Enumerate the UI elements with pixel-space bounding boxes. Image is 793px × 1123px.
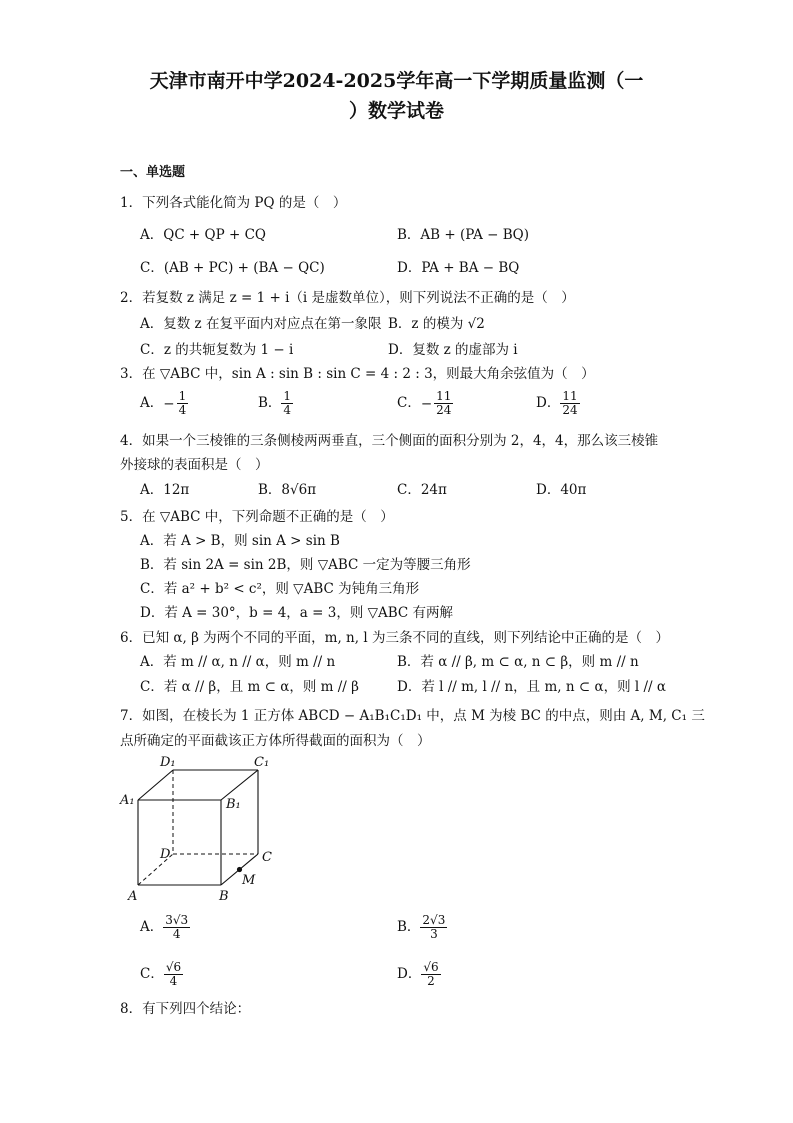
label-d: D — [160, 847, 171, 862]
label-c1: C₁ — [254, 755, 270, 770]
q2-option-a: A．复数 z 在复平面内对应点在第一象限 — [140, 316, 382, 332]
q6-option-c: C．若 α // β，且 m ⊂ α，则 m // β — [140, 679, 359, 695]
q3-d-fraction: $\frac{11}{24}$ — [562, 389, 578, 417]
q3-option-d — [536, 390, 580, 417]
label-b1: B₁ — [226, 797, 241, 812]
q3-d-label: D． — [536, 395, 561, 411]
q7-stem-line1: 7．如图，在棱长为 1 正方体 ABCD − A₁B₁C₁D₁ 中，点 M 为棱 BC 的中点，则由 A, M, C₁ 三 — [120, 708, 705, 724]
q6-option-b: B．若 α // β, m ⊂ α, n ⊂ β，则 m // n — [397, 654, 639, 670]
q4-stem-line2: 外接球的表面积是（ ） — [120, 457, 269, 473]
q6-option-a: A．若 m // α, n // α，则 m // n — [140, 654, 336, 670]
q7-a-fraction: $\frac{3√3}{4}$ — [165, 913, 189, 941]
q3-b-label: B． — [258, 395, 282, 411]
q7-b-fraction: $\frac{2√3}{3}$ — [422, 913, 446, 941]
exam-title-line2: ）数学试卷 — [348, 100, 444, 122]
q5-option-c: C．若 a² + b² < c²，则 ▽ABC 为钝角三角形 — [140, 581, 420, 597]
minus-sign: − — [420, 395, 433, 412]
q5-option-b: B．若 sin 2A = sin 2B，则 ▽ABC 一定为等腰三角形 — [140, 557, 471, 573]
q7-d-fraction: $\frac{√6}{2}$ — [423, 960, 439, 988]
q7-b-label: B． — [397, 919, 421, 935]
q2-option-b: B．z 的模为 √2 — [388, 316, 485, 332]
q6-stem: 6．已知 α, β 为两个不同的平面，m, n, l 为三条不同的直线，则下列结论中正确的是（ ） — [120, 630, 669, 646]
q7-option-a — [140, 914, 190, 941]
q7-d-label: D． — [397, 966, 422, 982]
label-m: M — [242, 873, 256, 888]
q7-stem-line2: 点所确定的平面截该正方体所得截面的面积为（ ） — [120, 733, 431, 749]
q1-option-d: D．PA + BA − BQ — [397, 260, 520, 276]
q7-c-fraction: $\frac{√6}{4}$ — [165, 960, 182, 988]
q3-option-a — [140, 390, 188, 417]
q1-option-a: A．QC + QP + CQ — [140, 227, 266, 243]
point-m — [237, 867, 242, 872]
q3-a-fraction: $\frac{1}{4}$ — [178, 389, 187, 417]
q7-option-c — [140, 961, 183, 988]
q7-a-label: A． — [140, 919, 164, 935]
q3-c-label: C． — [397, 395, 421, 411]
q1-option-b: B．AB + (PA − BQ) — [397, 227, 529, 243]
exam-title-line1: 天津市南开中学2024-2025学年高一下学期质量监测（一 — [149, 70, 644, 92]
q7-c-label: C． — [140, 966, 164, 982]
minus-sign: − — [163, 395, 175, 412]
q8-stem: 8．有下列四个结论： — [120, 1001, 251, 1017]
q4-option-a: A．12π — [140, 482, 190, 498]
q3-option-c — [397, 390, 453, 417]
q3-b-fraction: $\frac{1}{4}$ — [283, 389, 292, 417]
q2-option-c: C．z 的共轭复数为 1 − i — [140, 342, 294, 358]
q5-stem: 5．在 ▽ABC 中，下列命题不正确的是（ ） — [120, 509, 394, 525]
q3-option-b — [258, 390, 293, 417]
q6-option-d: D．若 l // m, l // n，且 m, n ⊂ α，则 l // α — [397, 679, 666, 695]
q7-option-d — [397, 961, 441, 988]
q3-a-label: A． — [140, 395, 164, 411]
section-heading: 一、单选题 — [120, 165, 186, 180]
label-a: A — [128, 889, 138, 904]
q4-option-b: B．8√6π — [258, 482, 317, 498]
q3-stem: 3．在 ▽ABC 中，sin A : sin B : sin C = 4 : 2 : 3，则最大角余弦值为（ ） — [120, 366, 595, 382]
q5-option-a: A．若 A > B，则 sin A > sin B — [140, 533, 340, 549]
q2-stem: 2．若复数 z 满足 z = 1 + i（i 是虚数单位），则下列说法不正确的是（ ） — [120, 290, 575, 306]
q7-option-b — [397, 914, 447, 941]
q1-option-c: C．(AB + PC) + (BA − QC) — [140, 260, 325, 276]
label-a1: A₁ — [120, 793, 135, 808]
label-d1: D₁ — [160, 755, 176, 770]
q2-option-d: D．复数 z 的虚部为 i — [388, 342, 518, 358]
q1-stem: 1．下列各式能化简为 PQ 的是（ ） — [120, 195, 347, 211]
label-c: C — [262, 850, 272, 865]
label-b: B — [219, 889, 229, 904]
q3-c-fraction: $\frac{11}{24}$ — [436, 389, 452, 417]
q4-stem-line1: 4．如果一个三棱锥的三条侧棱两两垂直，三个侧面的面积分别为 2，4，4，那么该三棱锥 — [120, 433, 659, 449]
cube-figure — [118, 752, 288, 904]
q4-option-c: C．24π — [397, 482, 447, 498]
q4-option-d: D．40π — [536, 482, 587, 498]
q5-option-d: D．若 A = 30°，b = 4，a = 3，则 ▽ABC 有两解 — [140, 605, 454, 621]
